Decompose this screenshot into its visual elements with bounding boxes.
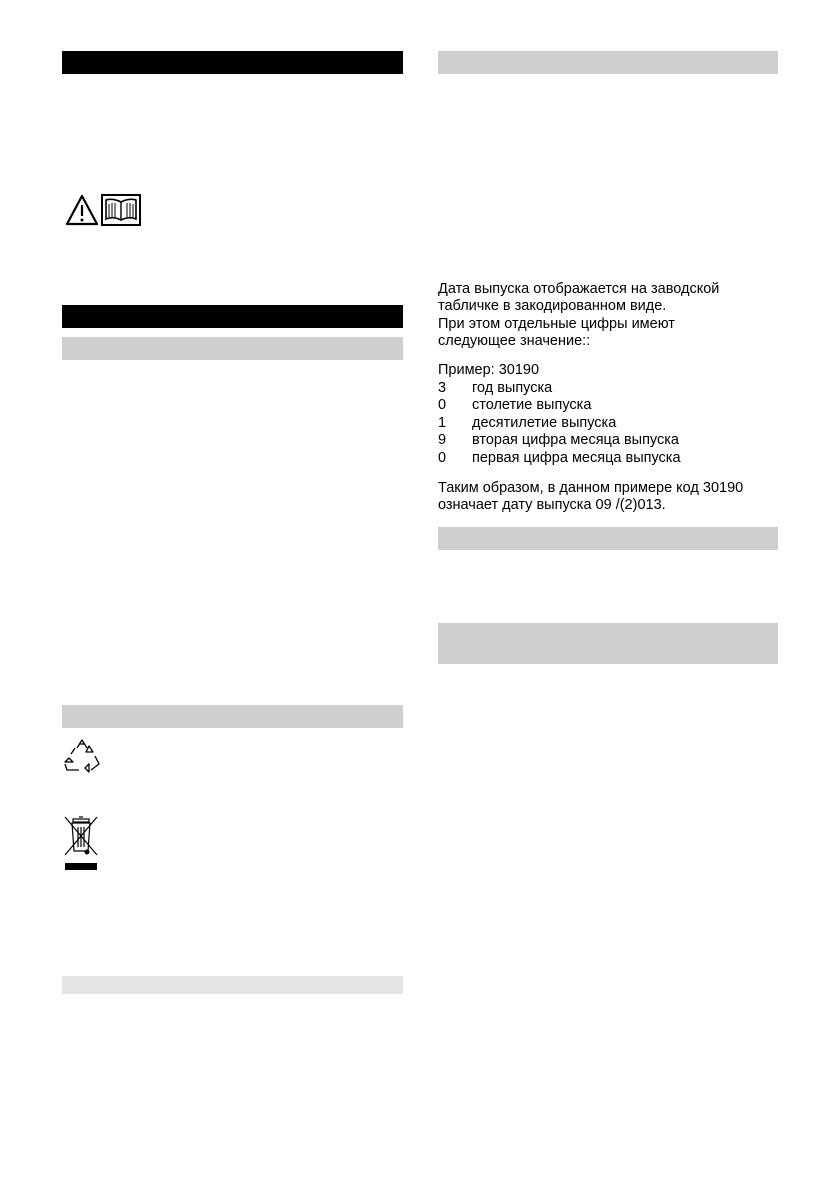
subsection-header-bar-6 (438, 623, 778, 664)
legend-code: 1 (438, 414, 447, 431)
paragraph-line: При этом отдельные цифры имеют (438, 315, 675, 332)
legend-meaning: первая цифра месяца выпуска (472, 449, 681, 466)
legend-row (438, 415, 783, 432)
subsection-header-bar-4 (438, 51, 778, 74)
legend-code: 0 (438, 449, 447, 466)
legend-code: 0 (438, 397, 447, 414)
legend-row (438, 450, 783, 467)
legend-code: 9 (438, 432, 447, 449)
warning-triangle-icon (65, 194, 99, 226)
legend-meaning: столетие выпуска (472, 397, 592, 414)
legend-meaning: год выпуска (472, 380, 553, 396)
paragraph-line: Таким образом, в данном примере код 30190 (438, 480, 744, 496)
legend-row (438, 432, 783, 449)
paragraph-line: следующее значение:: (438, 333, 591, 350)
example-line (438, 362, 783, 379)
example-text: Пример: 30190 (438, 362, 540, 378)
date-code-legend (438, 380, 783, 467)
date-code-conclusion (438, 480, 783, 515)
legend-row (438, 397, 783, 414)
read-manual-book-icon (101, 194, 141, 226)
legend-code: 3 (438, 380, 447, 396)
legend-meaning: десятилетие выпуска (472, 414, 617, 431)
legend-meaning: вторая цифра месяца выпуска (472, 432, 680, 449)
subsection-header-bar-5 (438, 527, 778, 550)
date-code-intro (438, 281, 783, 351)
paragraph-line: Дата выпуска отображается на заводской (438, 281, 720, 297)
section-header-bar-1 (62, 51, 403, 74)
section-header-bar-2 (62, 305, 403, 328)
recycle-icon (63, 738, 101, 774)
paragraph-line: означает дату выпуска 09 /(2)013. (438, 497, 666, 514)
legend-row (438, 380, 783, 397)
paragraph-line: табличке в закодированном виде. (438, 298, 667, 315)
subsection-header-bar-2 (62, 705, 403, 728)
crossed-out-wheelie-bin-icon (63, 815, 99, 871)
subsection-header-bar-1 (62, 337, 403, 360)
subsection-header-bar-3 (62, 976, 403, 994)
